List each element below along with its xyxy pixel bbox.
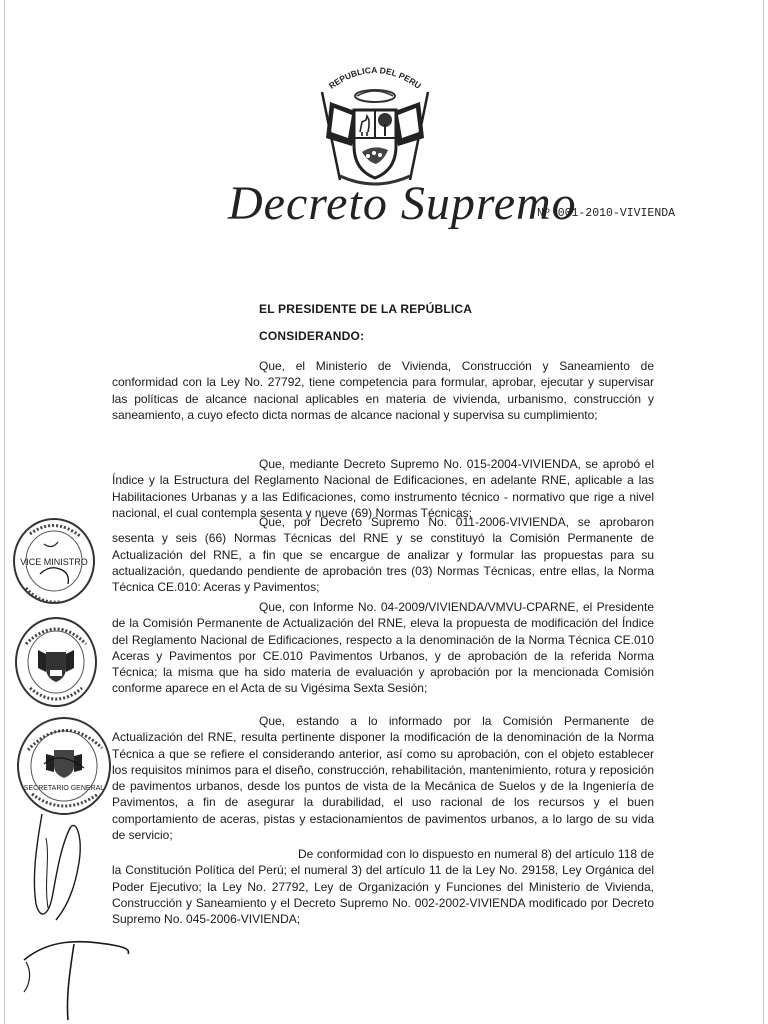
president-heading: EL PRESIDENTE DE LA REPÚBLICA [259,302,473,316]
paragraph-5: Que, estando a lo informado por la Comisión Permanente de Actualización del RNE, resulta pertinente disponer la modificación de la denominación de la Norma Técnica a que se refiere el considerando anterior, así como su aprobación, con el objeto establecer los requisitos mínimos para el diseño, construcción, rehabilitación, mantenimiento, rotura y reposición de pavimentos urbanos, desde los puntos de vista de la Mecánica de Suelos y de la Ingeniería de Pavimentos, a fin de asegurar la durabilidad, el uso racional de los recursos y el buen comportamiento de aceras, pistas y estacionamientos de pavimentos urbanos, a lo largo de su vida de servicio; [112,714,654,843]
paragraph-6: De conformidad con lo dispuesto en numeral 8) del artículo 118 de la Constitución Política del Perú; el numeral 3) del artículo 11 de la Ley No. 29158, Ley Orgánica del Poder Ejecutivo; la Ley No. 27792, Ley de Organización y Funciones del Ministerio de Vivienda, Construcción y Saneamiento y el Decreto Supremo No. 002-2002-VIVIENDA modificado por Decreto Supremo No. 045-2006-VIVIENDA; [112,847,654,927]
stamp-vice-ministro-text: VICE MINISTRO [20,557,88,567]
right-page-edge [763,0,764,1024]
paragraph-4: Que, con Informe No. 04-2009/VIVIENDA/VMVU-CPARNE, el Presidente de la Comisión Permanente de Actualización del RNE, eleva la propuesta de modificación del Índice del Reglamento Nacional de Edificaciones, respecto a la denominación de la Norma Técnica CE.010 Aceras y Pavimentos por CE.010 Pavimentos Urbanos, y de aprobación de la referida Norma Técnica; la misma que ha sido materia de evaluación y aprobación por la mencionada Comisión conforme aparece en el Acta de su Vigésima Sexta Sesión; [112,600,654,696]
coat-of-arms-icon [300,52,450,190]
ministry-seal-stamp [12,614,100,710]
paragraph-2: Que, mediante Decreto Supremo No. 015-2004-VIVIENDA, se aprobó el Índice y la Estructura del Reglamento Nacional de Edificaciones, en adelante RNE, aplicable a las Habilitaciones Urbanas y a las Edificaciones, como instrumento técnico - normativo que rige a nivel nacional, el cual contempla sesenta y nueve (69) Normas Técnicas; [112,457,654,520]
paragraph-1: Que, el Ministerio de Vivienda, Construcción y Saneamiento de conformidad con la Ley No. 27792, tiene competencia para formular, aprobar, ejecutar y supervisar las políticas de alcance nacional aplicables en materia de vivienda, urbanismo, construcción y saneamiento, a cuyo efecto dicta normas de alcance nacional y supervisa su cumplimiento; [112,359,654,422]
svg-text:REPUBLICA DEL PERU [327,65,423,91]
stamp-secretario-text: SECRETARIO GENERAL [23,785,105,792]
paragraph-3: Que, por Decreto Supremo No. 011-2006-VIVIENDA, se aprobaron sesenta y seis (66) Normas Técnicas del RNE y se constituyó la Comisión Permanente de Actualización del RNE, a fin que se encargue de analizar y formular las propuestas para su actualización, quedando pendiente de aprobación tres (03) Normas Técnicas, entre ellas, la Norma Técnica CE.010: Aceras y Pavimentos; [112,515,654,595]
decree-number: Nº 001-2010-VIVIENDA [537,207,676,220]
left-page-edge [4,0,5,1024]
signature-mark-lower [18,920,148,1024]
secretario-general-stamp [14,714,114,818]
crest-motto: REPUBLICA DEL PERU [326,64,424,91]
considerando-heading: CONSIDERANDO: [259,329,365,343]
signature-mark-upper [26,808,106,928]
vice-ministro-stamp [10,514,98,608]
decree-title: Decreto Supremo [228,177,577,230]
